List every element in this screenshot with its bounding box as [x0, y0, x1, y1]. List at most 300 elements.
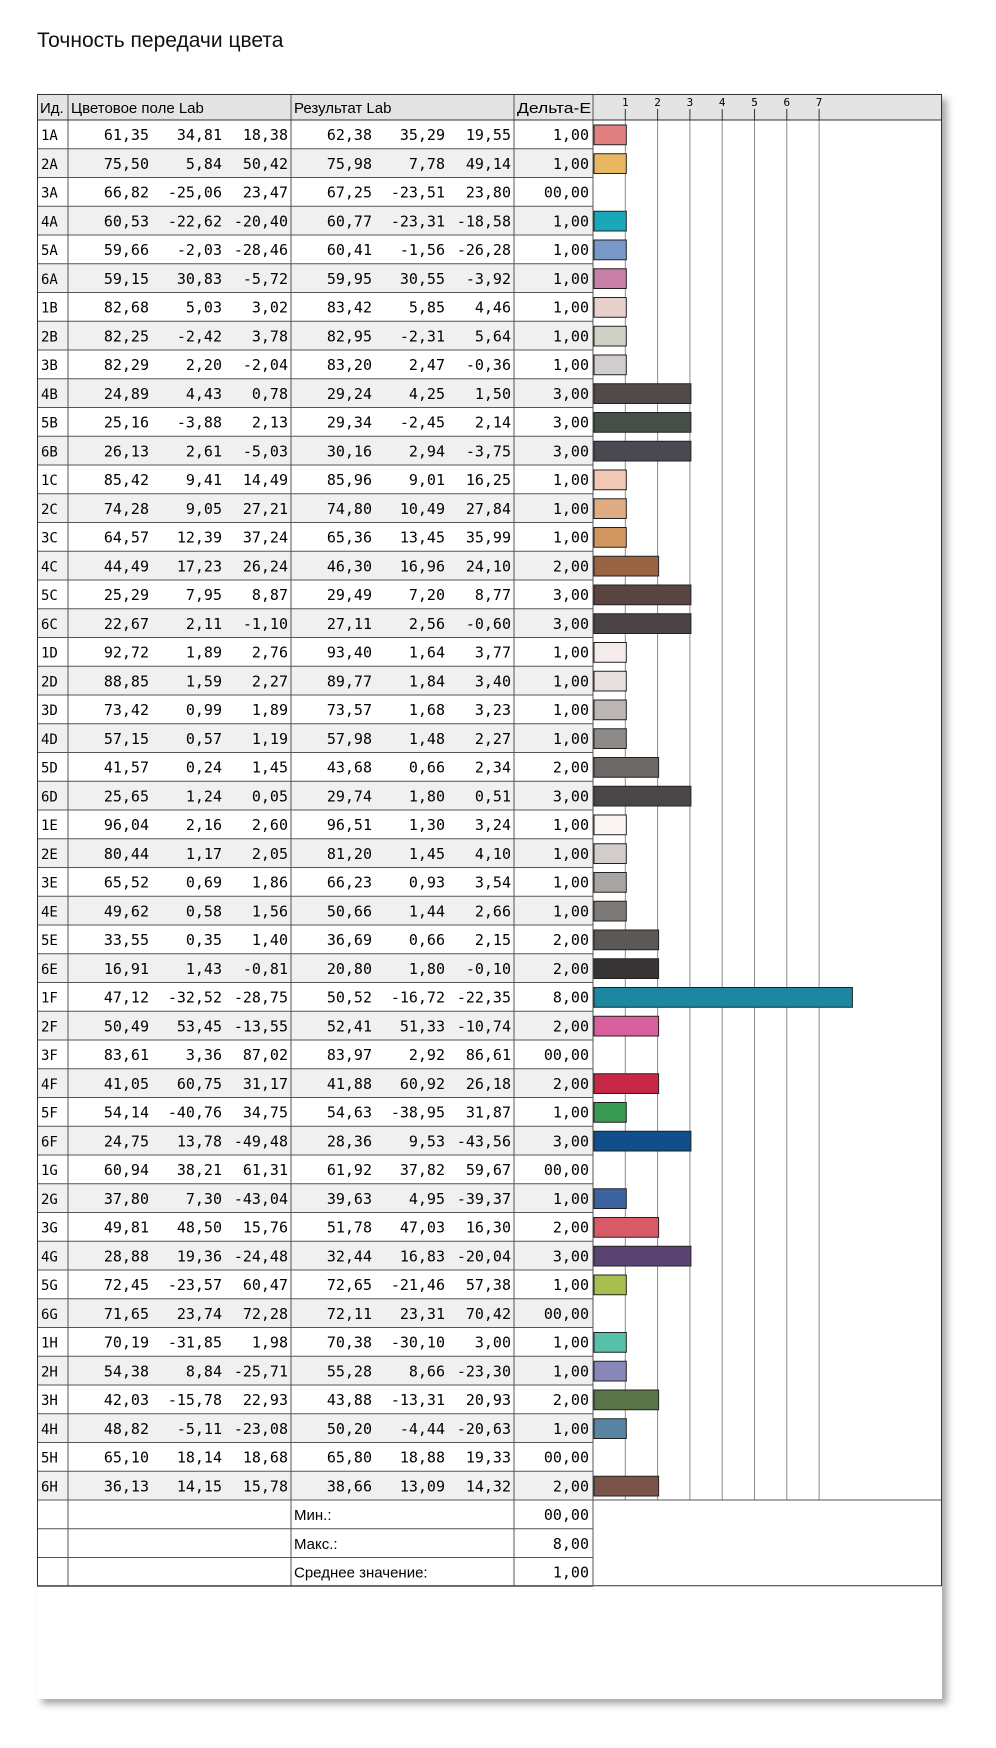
target-lab-value: 15,76 [242, 1218, 288, 1237]
target-lab-value: 73,42 [103, 701, 149, 719]
delta-e-value: 2,00 [552, 959, 589, 978]
target-lab-value: 60,94 [103, 1161, 149, 1179]
result-lab-value: 1,68 [408, 701, 445, 719]
row-id: 6H [41, 1479, 58, 1496]
target-lab-value: 92,72 [103, 643, 149, 662]
target-lab-value: 59,15 [103, 269, 149, 288]
delta-e-value: 1,00 [552, 1333, 589, 1352]
result-lab-value: 32,44 [326, 1247, 372, 1266]
row-id: 4B [41, 386, 58, 403]
result-lab-value: 20,93 [465, 1391, 511, 1409]
result-lab-value: -4,44 [399, 1419, 445, 1438]
delta-e-bar [594, 614, 691, 634]
result-lab-value: -38,95 [390, 1103, 445, 1122]
row-id: 1H [41, 1335, 58, 1352]
header-delta-e: Дельта-E [517, 100, 591, 117]
row-id: 5E [41, 933, 58, 949]
delta-e-bar [594, 815, 626, 835]
result-lab-value: -0,60 [465, 614, 511, 633]
target-lab-value: -15,78 [167, 1391, 222, 1409]
delta-e-value: 3,00 [552, 614, 589, 633]
bar-grid [625, 120, 819, 1500]
axis-tick-label: 2 [654, 96, 661, 109]
result-lab-value: 38,66 [326, 1477, 372, 1496]
row-id: 1D [41, 645, 58, 662]
delta-e-value: 1,00 [552, 643, 589, 662]
result-lab-value: 19,55 [465, 126, 511, 144]
result-lab-value: 10,49 [399, 499, 445, 518]
target-lab-value: 47,12 [103, 988, 149, 1007]
result-lab-value: 2,34 [474, 758, 511, 777]
result-lab-value: 65,80 [326, 1448, 372, 1467]
delta-e-bar [594, 959, 659, 979]
target-lab-value: 0,24 [185, 758, 222, 777]
result-lab-value: 31,87 [465, 1103, 511, 1122]
target-lab-value: 18,38 [242, 126, 288, 144]
result-lab-value: 2,14 [474, 413, 511, 432]
target-lab-value: 72,45 [103, 1276, 149, 1294]
row-id: 2D [41, 674, 58, 691]
result-lab-value: 30,16 [326, 442, 372, 461]
result-lab-value: -22,35 [456, 988, 511, 1007]
row-id: 1A [41, 128, 58, 144]
target-lab-value: 48,50 [176, 1218, 222, 1237]
target-lab-value: 0,58 [185, 902, 222, 921]
target-lab-value: 3,36 [185, 1046, 222, 1064]
row-id: 2E [41, 846, 58, 863]
row-id: 3F [41, 1048, 58, 1064]
target-lab-value: -25,71 [233, 1362, 288, 1381]
delta-e-value: 1,00 [552, 499, 589, 518]
delta-e-bar [594, 556, 659, 576]
summary-value: 1,00 [552, 1563, 589, 1582]
target-lab-value: 49,62 [103, 902, 149, 921]
delta-e-value: 00,00 [543, 1046, 589, 1064]
row-id: 5C [41, 588, 58, 604]
target-lab-value: 24,89 [103, 384, 149, 403]
result-lab-value: 59,95 [326, 269, 372, 288]
delta-e-value: 8,00 [552, 988, 589, 1007]
delta-e-bar [594, 1189, 626, 1209]
result-lab-value: 3,54 [474, 873, 511, 892]
result-lab-value: 2,47 [408, 356, 445, 374]
delta-e-value: 1,00 [552, 356, 589, 374]
result-lab-value: 29,49 [326, 586, 372, 604]
header-target-lab: Цветовое поле Lab [71, 100, 204, 117]
target-lab-value: 14,15 [176, 1477, 222, 1496]
result-lab-value: 73,57 [326, 701, 372, 719]
row-id: 1G [41, 1163, 58, 1179]
result-lab-value: 9,01 [408, 471, 445, 489]
result-lab-value: -20,04 [456, 1247, 511, 1266]
result-lab-value: 23,31 [399, 1304, 445, 1323]
result-lab-value: 1,50 [474, 384, 511, 403]
target-lab-value: -20,40 [233, 212, 288, 231]
row-id: 4C [41, 559, 58, 576]
target-lab-value: 42,03 [103, 1391, 149, 1409]
table-row [41, 1476, 659, 1496]
result-lab-value: 57,38 [465, 1276, 511, 1294]
result-lab-value: 1,64 [408, 643, 445, 662]
row-id: 2B [41, 329, 58, 346]
target-lab-value: 23,74 [176, 1304, 222, 1323]
delta-e-bar [594, 671, 626, 691]
target-lab-value: 1,86 [251, 873, 288, 892]
target-lab-value: 74,28 [103, 499, 149, 518]
delta-e-value: 1,00 [552, 1276, 589, 1294]
result-lab-value: -23,51 [390, 183, 445, 202]
delta-e-value: 1,00 [552, 1362, 589, 1381]
delta-e-bar [594, 298, 626, 318]
target-lab-value: 37,24 [242, 528, 288, 547]
result-lab-value: 83,20 [326, 356, 372, 374]
target-lab-value: -25,06 [167, 183, 222, 202]
result-lab-value: 43,68 [326, 758, 372, 777]
target-lab-value: 85,42 [103, 471, 149, 489]
row-id: 3D [41, 703, 58, 719]
target-lab-value: 72,28 [242, 1304, 288, 1323]
target-lab-value: -5,03 [242, 442, 288, 461]
target-lab-value: 2,60 [251, 816, 288, 834]
result-lab-value: -2,45 [399, 413, 445, 432]
row-id: 5D [41, 760, 58, 777]
result-lab-value: 8,66 [408, 1362, 445, 1381]
target-lab-value: 54,14 [103, 1103, 149, 1122]
delta-e-value: 2,00 [552, 1391, 589, 1409]
delta-e-value: 1,00 [552, 729, 589, 748]
target-lab-value: 1,17 [185, 844, 222, 863]
target-lab-value: 7,30 [185, 1189, 222, 1208]
result-lab-value: -13,31 [390, 1391, 445, 1409]
target-lab-value: 54,38 [103, 1362, 149, 1381]
result-lab-value: 39,63 [326, 1189, 372, 1208]
result-lab-value: 83,97 [326, 1046, 372, 1064]
target-lab-value: 88,85 [103, 672, 149, 691]
target-lab-value: 23,47 [242, 183, 288, 202]
target-lab-value: 17,23 [176, 557, 222, 576]
result-lab-value: -23,30 [456, 1362, 511, 1381]
axis-tick-label: 5 [751, 96, 758, 109]
delta-e-value: 00,00 [543, 1448, 589, 1467]
table-row [41, 758, 659, 778]
target-lab-value: 5,03 [185, 298, 222, 317]
result-lab-value: 1,30 [408, 816, 445, 834]
result-lab-value: 55,28 [326, 1362, 372, 1381]
delta-e-bar [594, 154, 626, 174]
summary-row [294, 1535, 589, 1553]
result-lab-value: 16,96 [399, 557, 445, 576]
delta-e-bar [594, 1476, 659, 1496]
target-lab-value: 50,49 [103, 1017, 149, 1036]
target-lab-value: 64,57 [103, 528, 149, 547]
target-lab-value: 60,75 [176, 1074, 222, 1093]
result-lab-value: 49,14 [465, 154, 511, 173]
target-lab-value: 1,43 [185, 959, 222, 978]
delta-e-bar [594, 211, 626, 231]
result-lab-value: 3,40 [474, 672, 511, 691]
result-lab-value: 35,29 [399, 126, 445, 144]
result-lab-value: 36,69 [326, 931, 372, 949]
target-lab-value: 2,61 [185, 442, 222, 461]
row-id: 1F [41, 990, 58, 1007]
result-lab-value: 43,88 [326, 1391, 372, 1409]
result-lab-value: 4,46 [474, 298, 511, 317]
delta-e-value: 00,00 [543, 1161, 589, 1179]
row-id: 2F [41, 1019, 58, 1036]
target-lab-value: 60,47 [242, 1276, 288, 1294]
result-lab-value: 5,85 [408, 298, 445, 317]
delta-e-value: 3,00 [552, 586, 589, 604]
target-lab-value: 30,83 [176, 269, 222, 288]
result-lab-value: 4,25 [408, 384, 445, 403]
row-id: 1C [41, 473, 58, 489]
target-lab-value: -49,48 [233, 1132, 288, 1151]
table-row [41, 930, 659, 950]
target-lab-value: 66,82 [103, 183, 149, 202]
delta-e-bar [594, 1333, 626, 1353]
target-lab-value: 2,05 [251, 844, 288, 863]
row-id: 1E [41, 818, 58, 834]
axis-tick-label: 1 [621, 96, 629, 109]
result-lab-value: 85,96 [326, 471, 372, 489]
target-lab-value: 71,65 [103, 1304, 149, 1323]
result-lab-value: 1,45 [408, 844, 445, 863]
delta-e-bar [594, 786, 691, 806]
target-lab-value: -28,75 [233, 988, 288, 1007]
delta-e-value: 2,00 [552, 1074, 589, 1093]
target-lab-value: 25,29 [103, 586, 149, 604]
row-id: 6B [41, 444, 58, 461]
row-id: 6D [41, 789, 58, 806]
result-lab-value: 4,10 [474, 844, 511, 863]
delta-e-value: 1,00 [552, 528, 589, 547]
delta-e-value: 3,00 [552, 1247, 589, 1266]
result-lab-value: 0,51 [474, 787, 511, 806]
result-lab-value: 27,11 [326, 614, 372, 633]
result-lab-value: 0,66 [408, 931, 445, 949]
target-lab-value: -31,85 [167, 1333, 222, 1352]
target-lab-value: 1,40 [251, 931, 288, 949]
row-id: 5F [41, 1105, 58, 1122]
result-lab-value: 1,84 [408, 672, 445, 691]
target-lab-value: 82,68 [103, 298, 149, 317]
result-lab-value: -20,63 [456, 1419, 511, 1438]
target-lab-value: -23,57 [167, 1276, 222, 1294]
target-lab-value: -28,46 [233, 241, 288, 259]
target-lab-value: 16,91 [103, 959, 149, 978]
row-id: 1B [41, 300, 58, 317]
result-lab-value: 37,82 [399, 1161, 445, 1179]
row-id: 6G [41, 1306, 58, 1323]
table-row [41, 556, 659, 576]
row-id: 4D [41, 731, 58, 748]
page-title: Точность передачи цвета [37, 29, 284, 52]
result-lab-value: 3,77 [474, 643, 511, 662]
result-lab-value: 18,88 [399, 1448, 445, 1467]
target-lab-value: 2,20 [185, 356, 222, 374]
delta-e-bar [594, 528, 626, 548]
result-lab-value: 96,51 [326, 816, 372, 834]
target-lab-value: 36,13 [103, 1477, 149, 1496]
delta-e-table-chart [37, 94, 942, 1699]
delta-e-bar [594, 499, 626, 519]
result-lab-value: 47,03 [399, 1218, 445, 1237]
target-lab-value: 14,49 [242, 471, 288, 489]
target-lab-value: 13,78 [176, 1132, 222, 1151]
target-lab-value: 4,43 [185, 384, 222, 403]
delta-e-value: 1,00 [552, 298, 589, 317]
delta-e-bar [594, 384, 691, 404]
delta-e-value: 1,00 [552, 1189, 589, 1208]
row-id: 5A [41, 243, 58, 259]
target-lab-value: -40,76 [167, 1103, 222, 1122]
target-lab-value: -2,03 [176, 241, 222, 259]
result-lab-value: 1,80 [408, 959, 445, 978]
target-lab-value: 0,57 [185, 729, 222, 748]
result-lab-value: 51,33 [399, 1017, 445, 1036]
target-lab-value: 3,02 [251, 298, 288, 317]
result-lab-value: 57,98 [326, 729, 372, 748]
target-lab-value: 61,35 [103, 126, 149, 144]
result-lab-value: 2,27 [474, 729, 511, 748]
target-lab-value: 15,78 [242, 1477, 288, 1496]
target-lab-value: 9,05 [185, 499, 222, 518]
target-lab-value: -5,72 [242, 269, 288, 288]
result-lab-value: -21,46 [390, 1276, 445, 1294]
delta-e-value: 1,00 [552, 269, 589, 288]
result-lab-value: 24,10 [465, 557, 511, 576]
target-lab-value: -2,04 [242, 356, 288, 374]
delta-e-bar [594, 700, 626, 720]
result-lab-value: 7,78 [408, 154, 445, 173]
target-lab-value: 61,31 [242, 1161, 288, 1179]
result-lab-value: 29,34 [326, 413, 372, 432]
target-lab-value: 2,11 [185, 614, 222, 633]
result-lab-value: 28,36 [326, 1132, 372, 1151]
delta-e-bar [594, 240, 626, 260]
table-row [41, 1218, 659, 1238]
delta-e-bar [594, 930, 659, 950]
target-lab-value: 33,55 [103, 931, 149, 949]
row-id: 5H [41, 1450, 58, 1467]
delta-e-bar [594, 1361, 626, 1381]
result-lab-value: 70,42 [465, 1304, 511, 1323]
target-lab-value: -24,48 [233, 1247, 288, 1266]
delta-e-value: 1,00 [552, 672, 589, 691]
target-lab-value: 65,52 [103, 873, 149, 892]
result-lab-value: 75,98 [326, 154, 372, 173]
result-lab-value: 13,09 [399, 1477, 445, 1496]
target-lab-value: 0,78 [251, 384, 288, 403]
result-lab-value: 29,74 [326, 787, 372, 806]
target-lab-value: -22,62 [167, 212, 222, 231]
result-lab-value: 16,25 [465, 471, 511, 489]
header-result-lab: Результат Lab [294, 100, 392, 117]
result-lab-value: 52,41 [326, 1017, 372, 1036]
row-id: 5B [41, 415, 58, 432]
target-lab-value: 0,35 [185, 931, 222, 949]
delta-e-value: 3,00 [552, 413, 589, 432]
target-lab-value: 34,75 [242, 1103, 288, 1122]
summary-label: Макс.: [294, 1535, 338, 1553]
result-lab-value: -18,58 [456, 212, 511, 231]
target-lab-value: 26,24 [242, 557, 288, 576]
delta-e-value: 3,00 [552, 442, 589, 461]
target-lab-value: 41,05 [103, 1074, 149, 1093]
delta-e-bar [594, 1246, 691, 1266]
delta-e-value: 2,00 [552, 931, 589, 949]
delta-e-value: 1,00 [552, 212, 589, 231]
result-lab-value: 41,88 [326, 1074, 372, 1093]
result-lab-value: 86,61 [465, 1046, 511, 1064]
delta-e-bar [594, 413, 691, 433]
result-lab-value: 1,80 [408, 787, 445, 806]
row-id: 3H [41, 1393, 58, 1409]
result-lab-value: 2,92 [408, 1046, 445, 1064]
target-lab-value: 82,25 [103, 327, 149, 346]
axis-tick-label: 6 [783, 96, 791, 109]
result-lab-value: 23,80 [465, 183, 511, 202]
delta-e-value: 1,00 [552, 816, 589, 834]
delta-e-value: 2,00 [552, 1017, 589, 1036]
row-id: 3E [41, 875, 58, 892]
result-lab-value: 4,95 [408, 1189, 445, 1208]
target-lab-value: 2,13 [251, 413, 288, 432]
result-lab-value: 3,00 [474, 1333, 511, 1352]
result-lab-value: 60,92 [399, 1074, 445, 1093]
target-lab-value: 22,67 [103, 614, 149, 633]
delta-e-value: 2,00 [552, 758, 589, 777]
delta-e-bar [594, 326, 626, 346]
target-lab-value: 0,69 [185, 873, 222, 892]
result-lab-value: 13,45 [399, 528, 445, 547]
delta-e-bar [594, 1074, 659, 1094]
result-lab-value: -26,28 [456, 241, 511, 259]
target-lab-value: 83,61 [103, 1046, 149, 1064]
table-row [41, 1390, 659, 1410]
target-lab-value: 1,24 [185, 787, 222, 806]
axis-tick-label: 3 [686, 96, 694, 109]
target-lab-value: 2,16 [185, 816, 222, 834]
target-lab-value: 37,80 [103, 1189, 149, 1208]
result-lab-value: -1,56 [399, 241, 445, 259]
delta-e-bar [594, 355, 626, 375]
result-lab-value: 89,77 [326, 672, 372, 691]
row-id: 3A [41, 185, 58, 202]
delta-e-bar [594, 125, 626, 145]
target-lab-value: 80,44 [103, 844, 149, 863]
result-lab-value: -3,75 [465, 442, 511, 461]
target-lab-value: 3,78 [251, 327, 288, 346]
target-lab-value: 19,36 [176, 1247, 222, 1266]
result-lab-value: 2,15 [474, 931, 511, 949]
target-lab-value: 18,68 [242, 1448, 288, 1467]
table-row [41, 1074, 659, 1094]
row-id: 4E [41, 904, 58, 921]
axis-tick-label: 4 [718, 96, 726, 109]
result-lab-value: 16,30 [465, 1218, 511, 1237]
delta-e-value: 1,00 [552, 126, 589, 144]
target-lab-value: 7,95 [185, 586, 222, 604]
row-id: 3C [41, 530, 58, 547]
target-lab-value: 53,45 [176, 1017, 222, 1036]
row-id: 3B [41, 358, 58, 374]
target-lab-value: 26,13 [103, 442, 149, 461]
delta-e-bar [594, 1390, 659, 1410]
target-lab-value: 49,81 [103, 1218, 149, 1237]
delta-e-value: 1,00 [552, 873, 589, 892]
result-lab-value: -30,10 [390, 1333, 445, 1352]
